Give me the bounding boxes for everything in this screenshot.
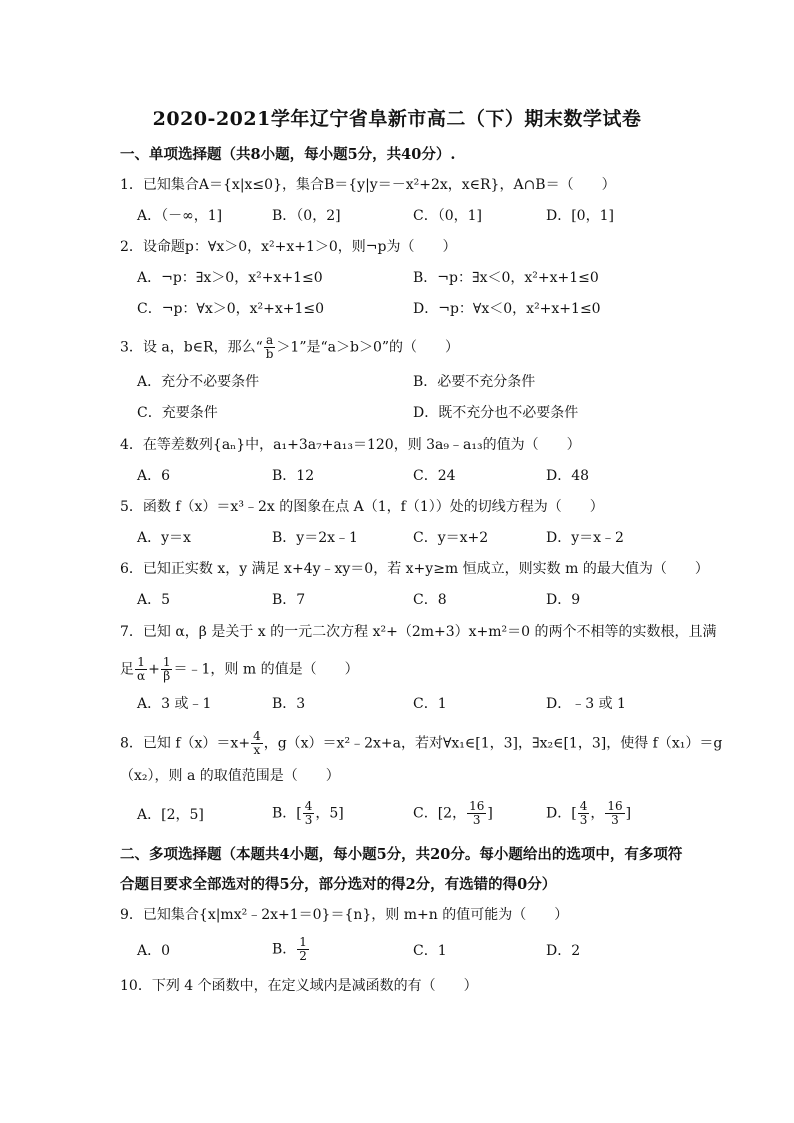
q9-option-b [272, 936, 310, 963]
q2-option-a: A．¬p：∃x＞0，x²+x+1≤0 [137, 270, 323, 286]
q8-d-prefix: D．[ [546, 805, 577, 822]
q5-option-c: C．y＝x+2 [413, 530, 489, 546]
q1-option-b: B．（0，2] [272, 208, 341, 224]
q7-fraction-alpha [135, 656, 147, 683]
q8-d-fraction-2 [605, 800, 624, 827]
q8-b-suffix: ，5] [315, 805, 344, 822]
q8-d-separator: ， [590, 805, 605, 822]
q6-option-a: A．5 [137, 592, 171, 608]
q5-option-d: D．y＝x﹣2 [546, 530, 624, 546]
q7-prefix: 足 [120, 661, 134, 678]
question-8-stem-line1 [120, 730, 722, 757]
q8-option-c [413, 800, 493, 827]
q3-fraction-numerator: a [264, 334, 276, 348]
question-6-stem: 6．已知正实数 x，y 满足 x+4y﹣xy＝0，若 x+y≥m 恒成立，则实数 m 的最大值为（ ） [120, 561, 709, 577]
q8-c-suffix: ] [487, 805, 493, 822]
q6-option-d: D．9 [546, 592, 581, 608]
question-1-stem: 1．已知集合A＝{x|x≤0}，集合B＝{y|y＝－x²+2x，x∈R}，A∩B＝（ ） [120, 177, 616, 193]
q7-frac1-numerator: 1 [135, 656, 147, 670]
q4-option-d: D．48 [546, 468, 590, 484]
q8-d-denominator-1: 3 [579, 813, 588, 827]
q8-c-fraction [467, 800, 486, 827]
q8-option-b [272, 800, 344, 827]
q3-stem-prefix: 3．设 a，b∈R，那么“ [120, 339, 263, 356]
q3-stem-suffix: ＞1”是“a＞b＞0”的（ ） [276, 339, 460, 356]
q9-option-c: C．1 [413, 943, 447, 959]
q7-frac1-denominator: α [137, 669, 146, 683]
q6-option-c: C．8 [413, 592, 447, 608]
q3-option-c: C．充要条件 [137, 405, 218, 421]
q1-option-d: D．[0，1] [546, 208, 614, 224]
q6-option-b: B．7 [272, 592, 306, 608]
q8-b-fraction [303, 800, 315, 827]
q9-b-prefix: B． [272, 941, 297, 958]
q8-c-numerator: 16 [469, 799, 485, 813]
question-5-stem: 5．函数 f（x）＝x³﹣2x 的图象在点 A（1，f（1））处的切线方程为（ ） [120, 499, 604, 515]
q8-b-numerator: 4 [304, 799, 313, 813]
q4-option-b: B．12 [272, 468, 315, 484]
q8-fraction-numerator: 4 [253, 729, 261, 743]
q9-option-a: A．0 [137, 943, 171, 959]
section-2-heading-line2: 合题目要求全部选对的得5分，部分选对的得2分，有选错的得0分） [120, 876, 557, 893]
q5-option-b: B．y＝2x﹣1 [272, 530, 358, 546]
q1-option-a: A．（－∞，1] [137, 208, 223, 224]
q7-frac2-denominator: β [163, 669, 171, 683]
q3-option-a: A．充分不必要条件 [137, 374, 260, 390]
q7-option-b: B．3 [272, 696, 306, 712]
q7-frac2-numerator: 1 [162, 655, 171, 669]
q3-option-b: B．必要不充分条件 [413, 374, 536, 390]
q8-d-denominator-2: 3 [611, 813, 619, 827]
q4-option-a: A．6 [137, 468, 171, 484]
q2-option-c: C．¬p：∀x＞0，x²+x+1≤0 [137, 301, 325, 317]
q8-c-denominator: 3 [472, 813, 481, 827]
question-10-stem: 10．下列 4 个函数中，在定义域内是减函数的有（ ） [120, 978, 478, 994]
q4-option-c: C．24 [413, 468, 456, 484]
q7-option-a: A．3 或﹣1 [137, 696, 212, 712]
q9-option-d: D．2 [546, 943, 581, 959]
q8-option-a: A．[2，5] [137, 807, 204, 823]
question-4-stem: 4．在等差数列{aₙ}中，a₁+3a₇+a₁₃＝120，则 3a₉﹣a₁₃的值为（ ） [120, 437, 581, 453]
exam-title: 2020-2021学年辽宁省阜新市高二（下）期末数学试卷 [152, 108, 642, 130]
q1-option-c: C．（0，1] [413, 208, 482, 224]
q5-option-a: A．y＝x [137, 530, 191, 546]
q8-prefix: 8．已知 f（x）＝x+ [120, 735, 251, 752]
q8-fraction-denominator: x [253, 743, 261, 757]
question-7-stem-line1: 7．已知 α，β 是关于 x 的一元二次方程 x²+（2m+3）x+m²＝0 的两个不相等的实数根，且满 [120, 624, 717, 640]
q8-suffix: ，g（x）＝x²﹣2x+a，若对∀x₁∈[1，3]，∃x₂∈[1，3]，使得 f（x₁）＝g [263, 735, 723, 752]
question-9-stem: 9．已知集合{x|mx²﹣2x+1＝0}＝{n}，则 m+n 的值可能为（ ） [120, 907, 569, 923]
q8-b-denominator: 3 [304, 813, 313, 827]
q3-option-d: D．既不充分也不必要条件 [413, 405, 579, 421]
q9-b-denominator: 2 [299, 949, 307, 963]
q8-b-prefix: B．[ [272, 805, 302, 822]
q7-option-d: D．﹣3 或 1 [546, 696, 626, 712]
q7-plus: + [148, 661, 160, 678]
q3-fraction [264, 334, 276, 361]
q9-b-numerator: 1 [299, 935, 307, 949]
q8-c-prefix: C．[2， [413, 805, 467, 822]
q8-d-numerator-2: 16 [607, 799, 623, 813]
q3-fraction-denominator: b [265, 347, 274, 361]
q8-d-suffix: ] [625, 805, 632, 822]
q2-option-d: D．¬p：∀x＜0，x²+x+1≤0 [413, 301, 601, 317]
section-2-heading-line1: 二、多项选择题（本题共4小题，每小题5分，共20分。每小题给出的选项中，有多项符 [120, 846, 683, 863]
question-2-stem: 2．设命题p：∀x＞0，x²+x+1＞0，则¬p为（ ） [120, 239, 457, 255]
q2-option-b: B．¬p：∃x＜0，x²+x+1≤0 [413, 270, 599, 286]
q7-option-c: C．1 [413, 696, 447, 712]
section-1-heading: 一、单项选择题（共8小题，每小题5分，共40分）. [120, 146, 456, 163]
q7-fraction-beta [161, 656, 173, 683]
q8-d-fraction-1 [578, 800, 590, 827]
q8-d-numerator-1: 4 [579, 799, 588, 813]
question-8-stem-line2: （x₂），则 a 的取值范围是（ ） [120, 768, 340, 784]
q9-b-fraction [297, 936, 309, 963]
q8-fraction [251, 730, 263, 757]
question-7-stem-line2 [120, 656, 359, 683]
q8-option-d [546, 800, 631, 827]
q7-suffix: ＝﹣1，则 m 的值是（ ） [173, 661, 359, 678]
question-3-stem [120, 334, 459, 361]
